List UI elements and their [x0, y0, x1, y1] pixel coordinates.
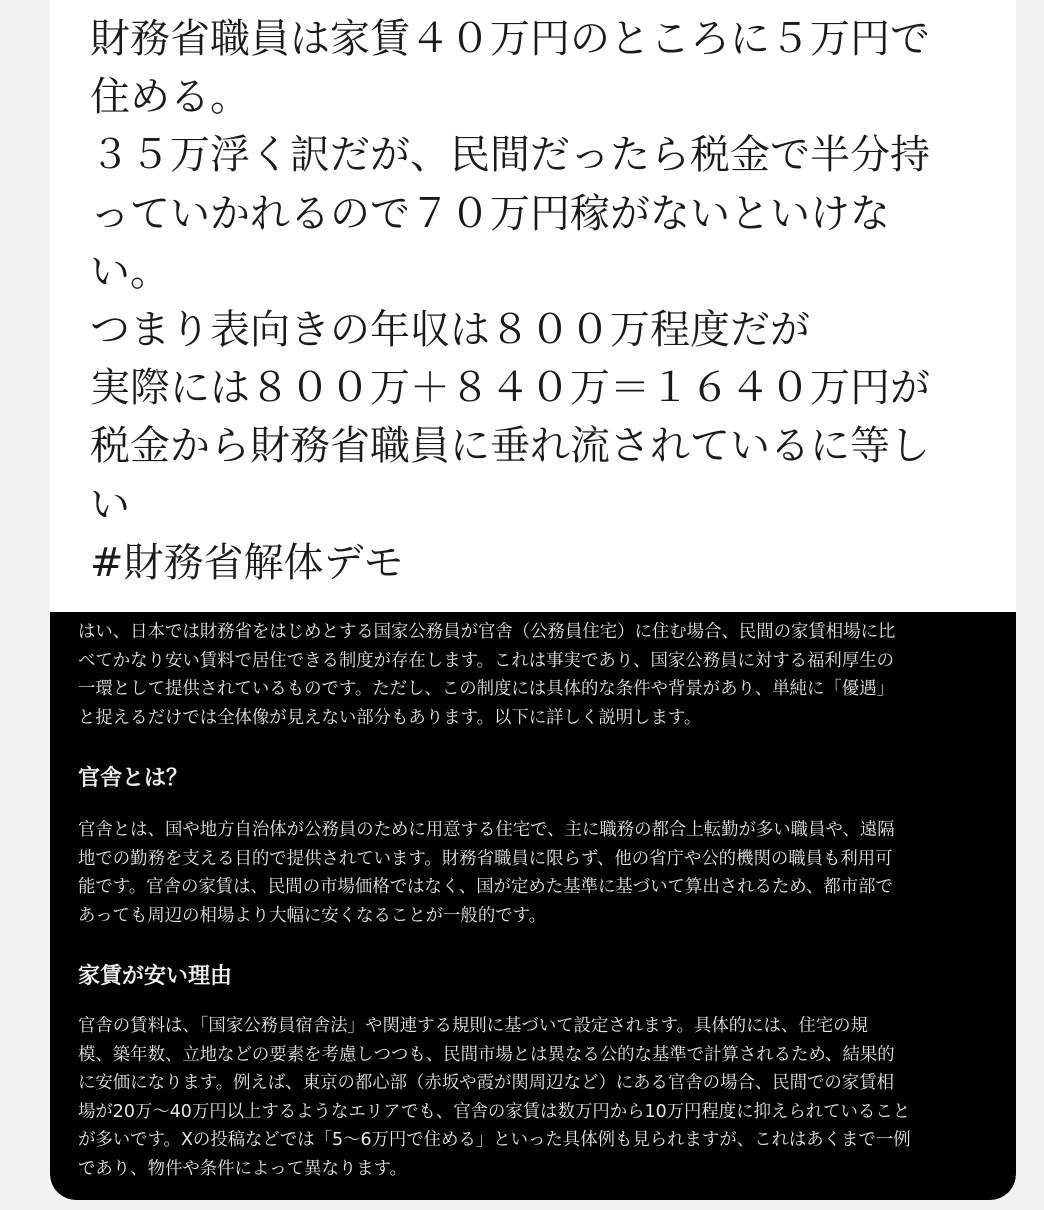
text-line: べてかなり安い賃料で居住できる制度が存在します。これは事実であり、国家公務員に対する福利厚生の [78, 650, 894, 671]
post-line: っていかれるので７０万円稼がないといけな [90, 190, 890, 237]
section-heading-rent-reason: 家賃が安い理由 [78, 964, 233, 989]
section1-paragraph [78, 816, 988, 930]
post-line: 税金から財務省職員に垂れ流されているに等し [90, 423, 930, 470]
text-line: 能です。官舎の家賃は、民間の市場価格ではなく、国が定めた基準に基づいて算出されるため、都市部で [78, 877, 893, 898]
post-line: 実際には８００万＋８４０万＝１６４０万円が [90, 365, 930, 412]
text-line: 地での勤務を支える目的で提供されています。財務省職員に限らず、他の省庁や公的機関の職員も利用可 [78, 848, 893, 869]
text-line: 官舎とは、国や地方自治体が公務員のために用意する住宅で、主に職務の都合上転勤が多い職員や、遠隔 [78, 820, 895, 840]
post-line: い [90, 481, 130, 528]
post-line: ３５万浮く訳だが、民間だったら税金で半分持 [90, 132, 930, 179]
text-line: 模、築年数、立地などの要素を考慮しつつも、民間市場とは異なる公的な基準で計算されるため、結果的 [78, 1044, 895, 1065]
post-card [50, 0, 1016, 1200]
section-heading-kansha: 官舎とは？ [78, 766, 189, 791]
text-line: と捉えるだけでは全体像が見えない部分もあります。以下に詳しく説明します。 [78, 707, 702, 728]
post-body [90, 10, 990, 592]
attached-screenshot-image[interactable] [50, 612, 1016, 1200]
text-line: 官舎の賃料は、「国家公務員宿舎法」や関連する規則に基づいて設定されます。具体的には、住宅の規 [78, 1016, 868, 1036]
section2-paragraph [78, 1012, 988, 1184]
post-line: つまり表向きの年収は８００万程度だが [90, 307, 810, 354]
text-line: 一環として提供されているものです。ただし、この制度には具体的な条件や背景があり、単純に「優遇」 [78, 679, 894, 700]
text-line: に安価になります。例えば、東京の都心部（赤坂や霞が関周辺など）にある官舎の場合、民間での家賃相 [78, 1073, 894, 1094]
text-line: が多いです。Xの投稿などでは「5〜6万円で住める」といった具体例も見られますが、これはあくまで一例 [78, 1130, 911, 1151]
text-line: 場が20万〜40万円以上するようなエリアでも、官舎の家賃は数万円から10万円程度に抑えられていること [78, 1101, 911, 1122]
post-line: い。 [90, 248, 170, 295]
post-line: 財務省職員は家賃４０万円のところに５万円で [90, 16, 930, 62]
intro-paragraph [78, 618, 988, 732]
post-hashtag-link[interactable]: #財務省解体デモ [90, 539, 404, 586]
text-line: であり、物件や条件によって異なります。 [78, 1158, 408, 1179]
post-line: 住める。 [90, 74, 250, 121]
text-line: はい、日本では財務省をはじめとする国家公務員が官舎（公務員住宅）に住む場合、民間の家賃相場に比 [78, 622, 896, 642]
text-line: あっても周辺の相場より大幅に安くなることが一般的です。 [78, 905, 546, 926]
